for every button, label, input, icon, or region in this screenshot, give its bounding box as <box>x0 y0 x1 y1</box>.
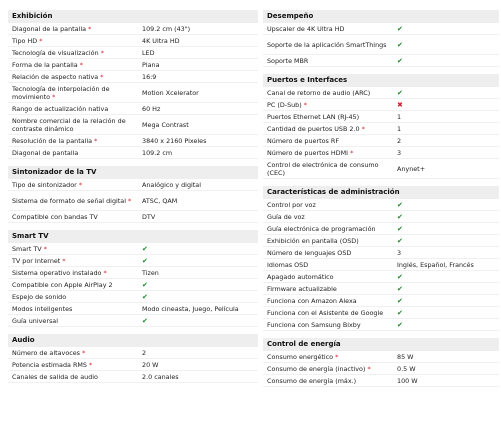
spec-label: Número de puertos HDMI <box>267 148 349 157</box>
spec-row <box>8 211 258 223</box>
spec-value: 16:9 <box>142 72 157 81</box>
spec-value: 1 <box>397 124 402 133</box>
required-asterisk: * <box>103 268 107 277</box>
required-asterisk: * <box>52 92 56 101</box>
section-smart-tv <box>8 230 258 327</box>
check-icon: ✔ <box>397 272 403 281</box>
check-icon: ✔ <box>397 212 403 221</box>
spec-label-cell <box>12 317 142 325</box>
spec-label-cell <box>267 125 397 133</box>
spec-value <box>397 285 495 293</box>
section-title: Audio <box>8 334 258 347</box>
spec-label: Control por voz <box>267 200 316 209</box>
spec-label: Sistema operativo instalado <box>12 268 102 277</box>
spec-label: Firmware actualizable <box>267 284 337 293</box>
spec-label: Control de electrónica de consumo (CEC) <box>267 160 379 177</box>
spec-label: Modos inteligentes <box>12 304 73 313</box>
section-audio <box>8 334 258 383</box>
spec-value <box>142 281 254 289</box>
spec-row <box>263 271 499 283</box>
spec-label-cell <box>12 197 142 205</box>
spec-label-cell <box>12 349 142 357</box>
spec-row <box>263 147 499 159</box>
spec-row <box>8 47 258 59</box>
check-icon: ✔ <box>142 316 148 325</box>
right-column <box>263 10 499 394</box>
spec-row <box>8 347 258 359</box>
spec-value <box>397 25 495 33</box>
spec-row <box>8 135 258 147</box>
required-asterisk: * <box>128 196 132 205</box>
spec-label: Upscaler de 4K Ultra HD <box>267 24 345 33</box>
spec-value <box>142 293 254 301</box>
spec-value <box>397 273 495 281</box>
check-icon: ✔ <box>397 284 403 293</box>
spec-label-cell <box>267 237 397 245</box>
spec-label: Tipo de sintonizador <box>12 180 77 189</box>
spec-label-cell <box>267 57 397 65</box>
check-icon: ✔ <box>142 280 148 289</box>
spec-row <box>263 123 499 135</box>
spec-label: Resolución de la pantalla <box>12 136 93 145</box>
spec-label: Exhibición en pantalla (OSD) <box>267 236 359 245</box>
section-title: Desempeño <box>263 10 499 23</box>
check-icon: ✔ <box>397 200 403 209</box>
spec-label-cell <box>12 73 142 81</box>
spec-value: 85 W <box>397 352 414 361</box>
spec-row <box>8 71 258 83</box>
spec-value <box>397 237 495 245</box>
spec-label: Compatible con Apple AirPlay 2 <box>12 280 113 289</box>
spec-label-cell <box>267 309 397 317</box>
spec-label-cell <box>267 297 397 305</box>
required-asterisk: * <box>88 24 92 33</box>
spec-row <box>8 303 258 315</box>
spec-label-cell <box>12 149 142 157</box>
spec-label-cell <box>267 249 397 257</box>
spec-label-cell <box>12 213 142 221</box>
spec-label-cell <box>267 137 397 145</box>
spec-value: Modo cineasta, Juego, Película <box>142 304 239 313</box>
spec-label: Funciona con Amazon Alexa <box>267 296 357 305</box>
required-asterisk: * <box>367 364 371 373</box>
spec-value <box>397 309 495 317</box>
section-desempeno <box>263 10 499 67</box>
spec-label: Número de puertos RF <box>267 136 339 145</box>
required-asterisk: * <box>62 256 66 265</box>
spec-label: Puertos Ethernet LAN (RJ-45) <box>267 112 360 121</box>
spec-value: 109.2 cm (43") <box>142 24 191 33</box>
spec-label: Sistema de formato de señal digital <box>12 196 126 205</box>
spec-label: Diagonal de pantalla <box>12 148 79 157</box>
spec-row <box>263 111 499 123</box>
spec-label: Número de altavoces <box>12 348 81 357</box>
spec-value <box>397 89 495 97</box>
spec-label: Idiomas OSD <box>267 260 309 269</box>
spec-label: Espejo de sonido <box>12 292 67 301</box>
cross-icon: ✖ <box>397 100 403 109</box>
spec-label-cell <box>12 37 142 45</box>
spec-label: Guía electrónica de programación <box>267 224 376 233</box>
spec-label: Potencia estimada RMS <box>12 360 87 369</box>
check-icon: ✔ <box>397 40 403 49</box>
spec-row <box>8 315 258 327</box>
check-icon: ✔ <box>142 256 148 265</box>
spec-row <box>263 223 499 235</box>
required-asterisk: * <box>94 136 98 145</box>
spec-value: LED <box>142 48 155 57</box>
spec-row <box>263 351 499 363</box>
section-title: Características de administración <box>263 186 499 199</box>
spec-label: Compatible con bandas TV <box>12 212 98 221</box>
spec-row <box>8 179 258 191</box>
spec-label-cell <box>267 89 397 97</box>
spec-label: Soporte de la aplicación SmartThings <box>267 40 387 49</box>
spec-label: Tipo HD <box>12 36 38 45</box>
spec-label-cell <box>267 273 397 281</box>
spec-value <box>397 101 495 109</box>
spec-label-cell <box>267 149 397 157</box>
spec-label-cell <box>267 377 397 385</box>
spec-value <box>142 257 254 265</box>
spec-label-cell <box>267 365 397 373</box>
spec-label-cell <box>267 261 397 269</box>
spec-value <box>397 213 495 221</box>
spec-label-cell <box>12 85 142 101</box>
spec-value <box>142 245 254 253</box>
spec-value: Mega Contrast <box>142 120 189 129</box>
spec-value: 4K Ultra HD <box>142 36 180 45</box>
spec-label: Apagado automático <box>267 272 334 281</box>
spec-value: 109.2 cm <box>142 148 173 157</box>
spec-value: 100 W <box>397 376 418 385</box>
spec-label: Consumo de energía (inactivo) <box>267 364 366 373</box>
spec-row <box>263 307 499 319</box>
spec-label-cell <box>12 293 142 301</box>
spec-value <box>397 321 495 329</box>
spec-value: 2 <box>397 136 402 145</box>
required-asterisk: * <box>79 60 83 69</box>
section-control-de-energia <box>263 338 499 387</box>
spec-value: Analógico y digital <box>142 180 201 189</box>
required-asterisk: * <box>78 180 83 189</box>
spec-row <box>8 279 258 291</box>
spec-row <box>263 247 499 259</box>
spec-label-cell <box>12 305 142 313</box>
required-asterisk: * <box>39 36 43 45</box>
spec-value <box>397 57 495 65</box>
spec-value: 2 <box>142 348 147 357</box>
spec-label-cell <box>12 373 142 381</box>
spec-label: Funciona con el Asistente de Google <box>267 308 384 317</box>
spec-label-cell <box>12 105 142 113</box>
check-icon: ✔ <box>397 236 403 245</box>
spec-row <box>263 375 499 387</box>
check-icon: ✔ <box>397 88 403 97</box>
spec-value: DTV <box>142 212 156 221</box>
spec-value <box>397 41 495 49</box>
spec-row <box>8 59 258 71</box>
spec-value: 3 <box>397 148 402 157</box>
required-asterisk: * <box>303 100 307 109</box>
check-icon: ✔ <box>397 224 403 233</box>
spec-label-cell <box>267 321 397 329</box>
spec-row <box>8 191 258 211</box>
spec-label: Canales de salida de audio <box>12 372 98 381</box>
left-column <box>8 10 258 390</box>
spec-value <box>142 317 254 325</box>
section-caracteristicas-de-administracion <box>263 186 499 331</box>
spec-label-cell <box>12 361 142 369</box>
section-title: Exhibición <box>8 10 258 23</box>
spec-row <box>263 259 499 271</box>
spec-row <box>263 159 499 179</box>
spec-label-cell <box>267 41 397 49</box>
check-icon: ✔ <box>397 296 403 305</box>
spec-row <box>263 235 499 247</box>
spec-label: Funciona con Samsung Bixby <box>267 320 361 329</box>
spec-row <box>263 35 499 55</box>
section-exhibicion <box>8 10 258 159</box>
required-asterisk: * <box>82 348 86 357</box>
spec-row <box>8 23 258 35</box>
section-title: Sintonizador de la TV <box>8 166 258 179</box>
spec-value: Inglés, Español, Francés <box>397 260 474 269</box>
spec-label-cell <box>12 137 142 145</box>
spec-label-cell <box>267 225 397 233</box>
spec-row <box>8 371 258 383</box>
spec-row <box>8 291 258 303</box>
spec-row <box>8 267 258 279</box>
spec-row <box>263 55 499 67</box>
spec-label: Consumo de energía (máx.) <box>267 376 357 385</box>
spec-label-cell <box>267 101 397 109</box>
spec-row <box>263 211 499 223</box>
spec-row <box>8 147 258 159</box>
required-asterisk: * <box>43 244 47 253</box>
spec-label: Tecnología de visualización <box>12 48 99 57</box>
spec-label-cell <box>12 117 142 133</box>
spec-row <box>263 295 499 307</box>
spec-label: Consumo energético <box>267 352 334 361</box>
spec-label-cell <box>267 285 397 293</box>
spec-label: Guía de voz <box>267 212 305 221</box>
spec-row <box>8 35 258 47</box>
required-asterisk: * <box>350 148 354 157</box>
spec-row <box>263 87 499 99</box>
spec-label-cell <box>12 61 142 69</box>
spec-label-cell <box>12 245 142 253</box>
check-icon: ✔ <box>397 56 403 65</box>
spec-value: 20 W <box>142 360 159 369</box>
spec-row <box>8 103 258 115</box>
spec-label: Smart TV <box>12 244 42 253</box>
spec-label: Relación de aspecto nativa <box>12 72 99 81</box>
spec-row <box>263 199 499 211</box>
spec-label: Forma de la pantalla <box>12 60 78 69</box>
spec-value: 3840 x 2160 Pixeles <box>142 136 207 145</box>
spec-label-cell <box>267 161 397 177</box>
spec-label: Canal de retorno de audio (ARC) <box>267 88 371 97</box>
spec-row <box>8 83 258 103</box>
spec-row <box>263 99 499 111</box>
spec-label: TV por Internet <box>12 256 61 265</box>
section-title: Smart TV <box>8 230 258 243</box>
spec-row <box>8 115 258 135</box>
spec-value: Plana <box>142 60 160 69</box>
check-icon: ✔ <box>397 308 403 317</box>
spec-value <box>397 225 495 233</box>
spec-label: Guía universal <box>12 316 58 325</box>
spec-row <box>263 283 499 295</box>
spec-label: PC (D-Sub) <box>267 100 302 109</box>
section-puertos-e-interfaces <box>263 74 499 179</box>
spec-value: ATSC, QAM <box>142 196 178 205</box>
spec-value: Motion Xcelerator <box>142 88 199 97</box>
required-asterisk: * <box>100 72 104 81</box>
required-asterisk: * <box>335 352 339 361</box>
spec-row <box>8 243 258 255</box>
spec-row <box>263 363 499 375</box>
required-asterisk: * <box>89 360 93 369</box>
spec-label: Cantidad de puertos USB 2.0 <box>267 124 360 133</box>
spec-label-cell <box>267 213 397 221</box>
spec-label: Soporte MBR <box>267 56 309 65</box>
spec-label: Diagonal de la pantalla <box>12 24 87 33</box>
spec-value: 1 <box>397 112 402 121</box>
spec-label-cell <box>12 25 142 33</box>
spec-label: Tecnología de interpolación de movimiento <box>12 84 110 101</box>
spec-value: Tizen <box>142 268 159 277</box>
spec-label: Nombre comercial de la relación de contraste dinámico <box>12 116 126 133</box>
spec-label: Número de lenguajes OSD <box>267 248 352 257</box>
check-icon: ✔ <box>142 244 148 253</box>
spec-value <box>397 297 495 305</box>
spec-value: 3 <box>397 248 402 257</box>
spec-row <box>263 319 499 331</box>
spec-label-cell <box>267 113 397 121</box>
spec-value: Anynet+ <box>397 164 426 173</box>
required-asterisk: * <box>361 124 365 133</box>
spec-row <box>8 359 258 371</box>
required-asterisk: * <box>100 48 104 57</box>
check-icon: ✔ <box>397 24 403 33</box>
spec-row <box>263 135 499 147</box>
spec-value <box>397 201 495 209</box>
spec-value: 0.5 W <box>397 364 416 373</box>
spec-row <box>8 255 258 267</box>
spec-label-cell <box>12 281 142 289</box>
spec-label-cell <box>267 353 397 361</box>
section-sintonizador-de-la-tv <box>8 166 258 223</box>
section-title: Puertos e Interfaces <box>263 74 499 87</box>
spec-label-cell <box>12 181 142 189</box>
spec-label-cell <box>12 49 142 57</box>
spec-label-cell <box>267 201 397 209</box>
check-icon: ✔ <box>142 292 148 301</box>
section-title: Control de energía <box>263 338 499 351</box>
spec-row <box>263 23 499 35</box>
spec-value: 60 Hz <box>142 104 161 113</box>
spec-label: Rango de actualización nativa <box>12 104 109 113</box>
check-icon: ✔ <box>397 320 403 329</box>
spec-label-cell <box>267 25 397 33</box>
spec-label-cell <box>12 269 142 277</box>
spec-value: 2.0 canales <box>142 372 179 381</box>
spec-label-cell <box>12 257 142 265</box>
